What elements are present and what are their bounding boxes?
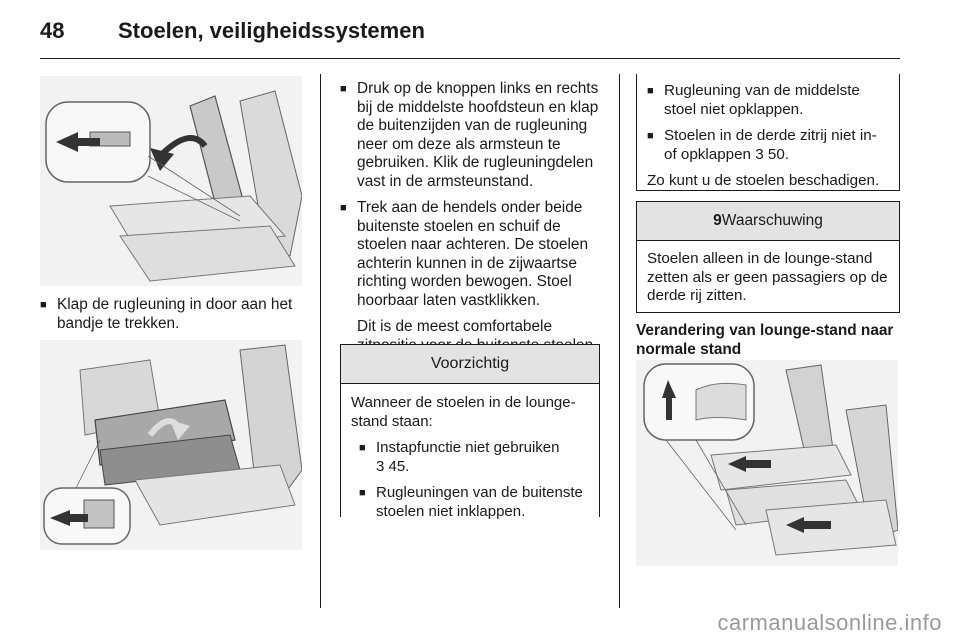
paragraph: Dit is de meest comfortabele [357, 318, 553, 335]
warning-body: Stoelen alleen in de lounge-stand zetten als er geen passagiers op de derde rij zitten. [647, 250, 888, 304]
bullet-square-icon: ■ [359, 487, 366, 499]
list-item: ■ Stoelen in de derde zitrij niet in- of opklappen 3 50. [647, 127, 877, 163]
caution-box [340, 344, 600, 520]
caution-title: Voorzichtig [341, 345, 599, 384]
list-item: ■ Instapfunctie niet gebruiken 3 45. [359, 439, 560, 475]
header-rule [40, 58, 900, 59]
continued-box [636, 74, 900, 191]
list-item: ■ Rugleuningen van de buitenste stoelen niet inklappen. [359, 484, 583, 520]
page-reference: 3 45. [376, 457, 410, 475]
caution-intro: Wanneer de stoelen in de lounge-stand staan: [351, 394, 576, 430]
note-text: Zo kunt u de stoelen beschadigen. [647, 172, 880, 189]
bullet-square-icon: ■ [340, 83, 347, 95]
column-divider-2 [619, 74, 620, 608]
illustration-backrest-fold [40, 76, 302, 286]
bullet-square-icon: ■ [359, 442, 366, 454]
bullet-square-icon: ■ [647, 85, 654, 97]
page-number: 48 [40, 18, 65, 43]
page-title: Stoelen, veiligheidssystemen [118, 18, 425, 43]
bullet-square-icon: ■ [40, 299, 47, 311]
page-header [40, 14, 920, 54]
list-item: ■ Klap de rugleuning in door aan het bandje te trekken. [40, 296, 293, 332]
bullet-square-icon: ■ [340, 202, 347, 214]
warning-title: Waarschuwing [721, 212, 823, 229]
warning-box [636, 201, 900, 313]
list-item: ■ Druk op de knoppen links en rechts bij de middelste hoofdsteun en klap de buitenzijden van de rugleuning neer om deze als armsteun te gebruiken. Klik de rugleuningdelen vast in de armsteunstand. [340, 80, 599, 190]
warning-header [637, 202, 899, 241]
col1-text [40, 296, 306, 341]
list-item: ■ Rugleuning van de middelste stoel niet opklappen. [647, 82, 860, 118]
list-item: ■ Trek aan de hendels onder beide buitenste stoelen en schuif de stoelen naar achteren. De stoelen achterin kunnen in de zijwaartse richting worden bewogen. Stoel hoorbaar laten vastklikken. [340, 199, 589, 309]
column-divider-1 [320, 74, 321, 608]
section-subheading: Verandering van lounge-stand naar normale stand [636, 322, 894, 358]
bullet-square-icon: ■ [647, 130, 654, 142]
warning-triangle-icon: 9 [713, 212, 722, 229]
col2-text [340, 80, 602, 363]
illustration-seat-slide [40, 340, 302, 550]
page-reference: 3 50. [755, 145, 789, 163]
watermark: carmanualsonline.info [717, 610, 942, 635]
illustration-lounge-to-normal [636, 360, 898, 566]
